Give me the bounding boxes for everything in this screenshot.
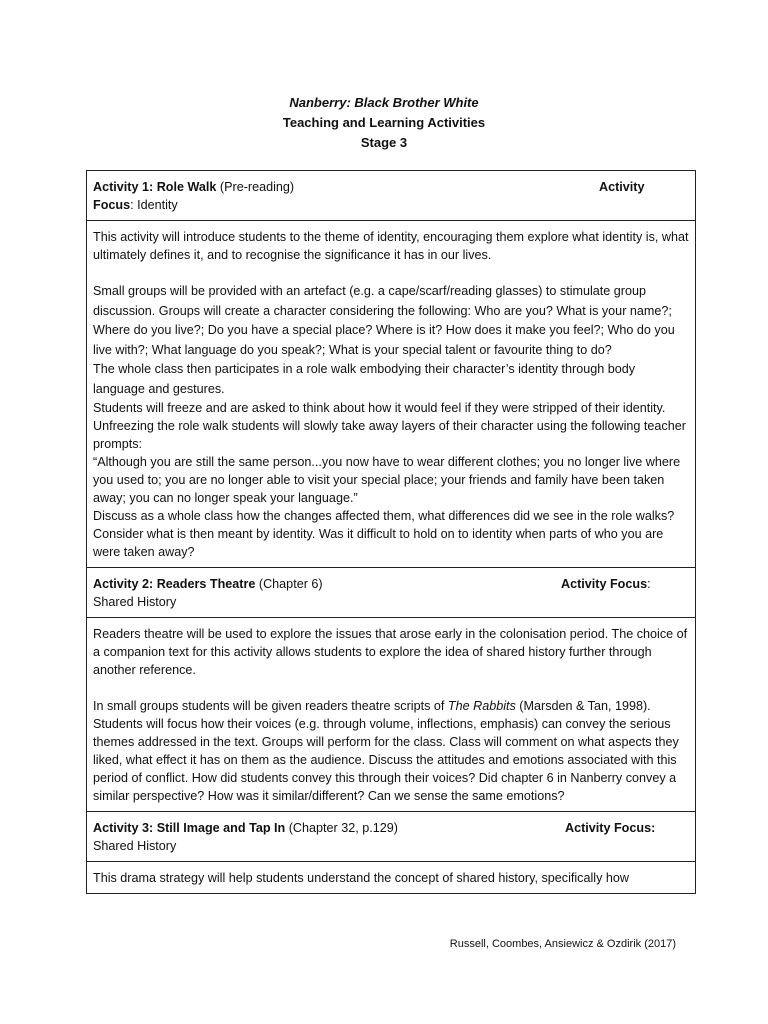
activity1-paragraph: Small groups will be provided with an artefact (e.g. a cape/scarf/reading glasses) to stimulate group discussion. Groups will create a character considering the following: Who are you? What is your name?; Where do you live?; Do you have a special place? Where is it? How does it make you feel?; Who do you live with?; What language do you speak?; What is your special talent or favourite thing to do? xyxy=(93,284,675,357)
activity1-body-row xyxy=(87,221,696,568)
activity1-paragraph: “Although you are still the same person...you now have to wear different clothes; you no longer live where you used to; you are no longer able to visit your special place; your friends and family have been taken away; you can no longer speak your language.” xyxy=(93,455,681,505)
activity3-name: Activity 3: Still Image and Tap In xyxy=(93,821,286,835)
activity2-body xyxy=(87,618,696,812)
activity2-name: Activity 2: Readers Theatre xyxy=(93,577,256,591)
activity1-body xyxy=(87,221,696,568)
activity1-focus-label-1: Activity xyxy=(599,180,645,194)
activity1-timing: (Pre-reading) xyxy=(216,180,295,194)
activity3-focus-label: Activity Focus: xyxy=(565,821,656,835)
document-title xyxy=(0,93,768,153)
activity3-header-row xyxy=(87,812,696,862)
activity3-header xyxy=(87,812,696,862)
activity3-body xyxy=(87,862,696,894)
activity1-paragraph: This activity will introduce students to the theme of identity, encouraging them explore what identity is, what ultimately defines it, and to recognise the significance it has in our lives. xyxy=(93,230,689,262)
activity2-header-row xyxy=(87,568,696,618)
stage-label: Stage 3 xyxy=(360,135,408,150)
activity1-focus-value: : Identity xyxy=(130,198,178,212)
activity1-paragraph: Students will freeze and are asked to think about how it would feel if they were stripped of their identity. Unfreezing the role walk students will slowly take away layers of their character using the following teacher prompts: xyxy=(93,401,686,451)
activity2-timing: (Chapter 6) xyxy=(255,577,323,591)
book-title: Nanberry: Black Brother White xyxy=(289,95,479,110)
activity1-header xyxy=(87,171,696,221)
activity2-paragraph: Readers theatre will be used to explore the issues that arose early in the colonisation period. The choice of a companion text for this activity allows students to explore the idea of shared history further through another reference. xyxy=(93,627,688,677)
activity2-paragraph: In small groups students will be given readers theatre scripts of The Rabbits (Marsden & Tan, 1998). Students will focus how their voices (e.g. through volume, inflections, emphasis) can convey the serious themes addressed in the text. Groups will perform for the class. Class will comment on what aspects they liked, what effect it has on them as the audience. Discuss the attitudes and emotions associated with this period of conflict. How did students convey this through their voices? Did chapter 6 in Nanberry convey a similar perspective? How was it similar/different? Can we sense the same emotions? xyxy=(93,699,679,803)
activity1-header-row xyxy=(87,171,696,221)
activity2-header xyxy=(87,568,696,618)
activity2-focus-value: Shared History xyxy=(93,595,177,609)
activity3-timing: (Chapter 32, p.129) xyxy=(285,821,398,835)
activity2-focus-label: Activity Focus: xyxy=(561,577,651,591)
activity3-body-row xyxy=(87,862,696,894)
activity2-body-row xyxy=(87,618,696,812)
rabbits-title: The Rabbits xyxy=(447,699,516,713)
activity1-focus-label-2: Focus xyxy=(93,198,131,212)
activity1-name: Activity 1: Role Walk xyxy=(93,180,217,194)
activity3-focus-value: Shared History xyxy=(93,839,177,853)
activities-table xyxy=(86,170,696,894)
activity3-paragraph: This drama strategy will help students understand the concept of shared history, specifically how xyxy=(93,871,629,885)
authors-footer: Russell, Coombes, Ansiewicz & Ozdirik (2017) xyxy=(449,938,676,950)
activity1-paragraph: The whole class then participates in a role walk embodying their character’s identity through body language and gestures. xyxy=(93,362,636,396)
document-subtitle: Teaching and Learning Activities xyxy=(282,115,486,130)
activity1-paragraph: Discuss as a whole class how the changes affected them, what differences did we see in the role walks? Consider what is then meant by identity. Was it difficult to hold on to identity when parts of who you are were taken away? xyxy=(93,509,675,559)
